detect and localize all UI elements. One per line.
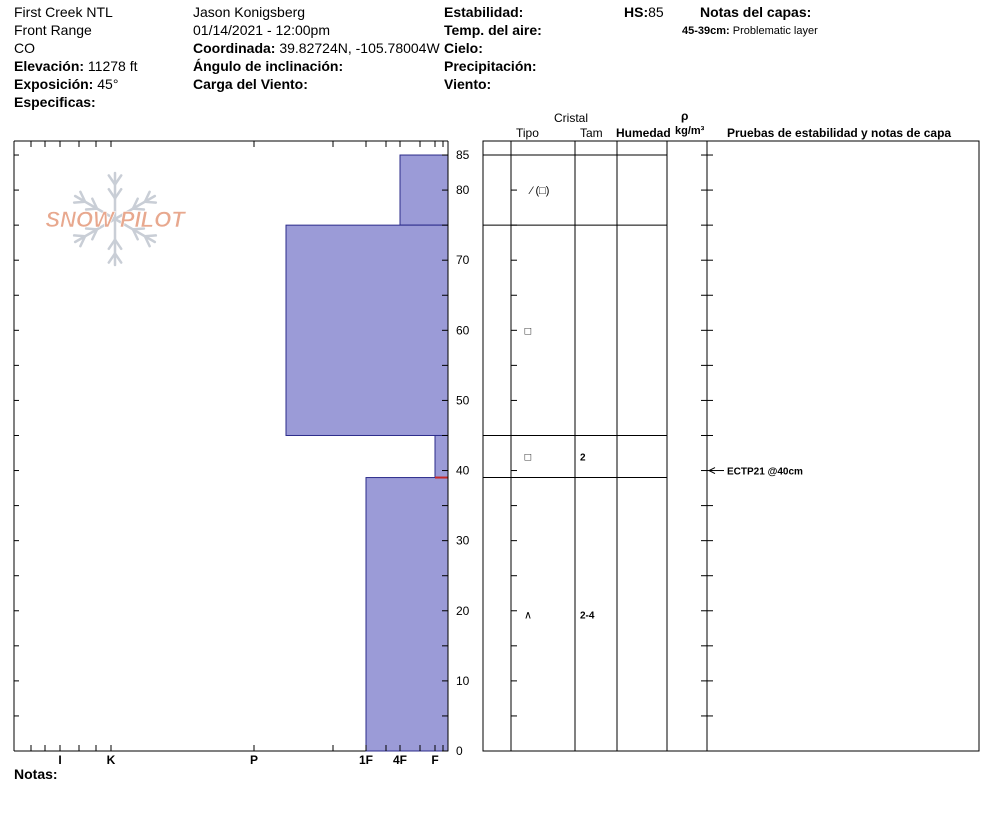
height-tick-label: 10 [456, 673, 470, 688]
crystal-type-0: ⁄ (□) [530, 185, 550, 198]
density-unit-header: kg/m³ [675, 125, 705, 137]
height-tick-label: 50 [456, 393, 470, 408]
sky-label: Cielo: [444, 40, 483, 56]
hardness-tick-label: P [249, 753, 259, 767]
elevation-value: 11278 ft [87, 58, 138, 74]
hardness-tick-label: 4F [392, 753, 408, 767]
hs-value: 85 [648, 4, 664, 20]
layer-note-range: 45-39cm: [682, 25, 730, 37]
hardness-layers [286, 155, 448, 751]
hardness-layer-2 [435, 435, 448, 477]
wind-label: Viento: [444, 76, 492, 92]
location-name: First Creek NTL [14, 4, 113, 20]
notes-label: Notas: [14, 766, 58, 782]
height-tick-label: 85 [456, 148, 470, 163]
coordinate-label: Coordinada: [193, 40, 276, 56]
flake-branch [145, 202, 156, 203]
layer-notes-label: Notas del capas: [700, 4, 812, 20]
moisture-header: Humedad [616, 126, 671, 140]
size-header: Tam [580, 126, 603, 140]
crystal-size-2: 2 [580, 452, 586, 464]
crystal-type-3: ∧ [523, 609, 533, 622]
observation-datetime: 01/14/2021 - 12:00pm [193, 22, 330, 38]
height-tick-label: 20 [456, 603, 470, 618]
hardness-tick-label: K [106, 753, 116, 767]
crystal-type-1: □ [524, 325, 532, 338]
coordinate-value: 39.82724N, -105.78004W [279, 40, 440, 56]
aspect-value: 45° [97, 76, 119, 92]
state-name: CO [14, 40, 35, 56]
rho-header: ρ [681, 109, 689, 123]
stability-test-label-0: ECTP21 @40cm [727, 466, 803, 478]
range-name: Front Range [14, 22, 92, 38]
flake-branch [74, 235, 85, 236]
height-tick-label: 80 [456, 183, 470, 198]
height-tick-label: 0 [456, 744, 463, 758]
hardness-tick-label: I [58, 753, 62, 767]
crystal-header: Cristal [554, 111, 589, 125]
tests-header: Pruebas de estabilidad y notas de capa [727, 126, 952, 140]
height-tick-label: 30 [456, 533, 470, 548]
elevation-label: Elevación: [14, 58, 85, 74]
hardness-tick-label: F [431, 753, 439, 767]
snowpilot-logo [45, 173, 186, 265]
hardness-layer-0 [400, 155, 448, 225]
layer-note-text: Problematic layer [732, 25, 818, 37]
wind-load-label: Carga del Viento: [193, 76, 308, 92]
layer-table [483, 141, 979, 751]
hardness-tick-label: 1F [358, 753, 374, 767]
aspect-label: Exposición: [14, 76, 94, 92]
type-header: Tipo [516, 126, 539, 140]
stability-label: Estabilidad: [444, 4, 524, 20]
height-tick-label: 40 [456, 463, 470, 478]
flake-branch [74, 202, 85, 203]
crystal-size-3: 2-4 [580, 610, 595, 622]
hardness-layer-1 [286, 225, 448, 435]
crystal-type-2: □ [524, 451, 532, 464]
table-border [483, 141, 979, 751]
observer-name: Jason Konigsberg [193, 4, 306, 20]
height-tick-label: 60 [456, 323, 470, 338]
air-temp-label: Temp. del aire: [444, 22, 542, 38]
logo-text: SNOW PILOT [45, 207, 185, 232]
incline-label: Ángulo de inclinación: [193, 58, 344, 74]
hardness-layer-3 [366, 478, 448, 751]
flake-branch [145, 235, 156, 236]
precip-label: Precipitación: [444, 58, 537, 74]
specifics-label: Especificas: [14, 94, 96, 110]
hs-label: HS: [624, 4, 649, 20]
height-tick-label: 70 [456, 253, 470, 268]
